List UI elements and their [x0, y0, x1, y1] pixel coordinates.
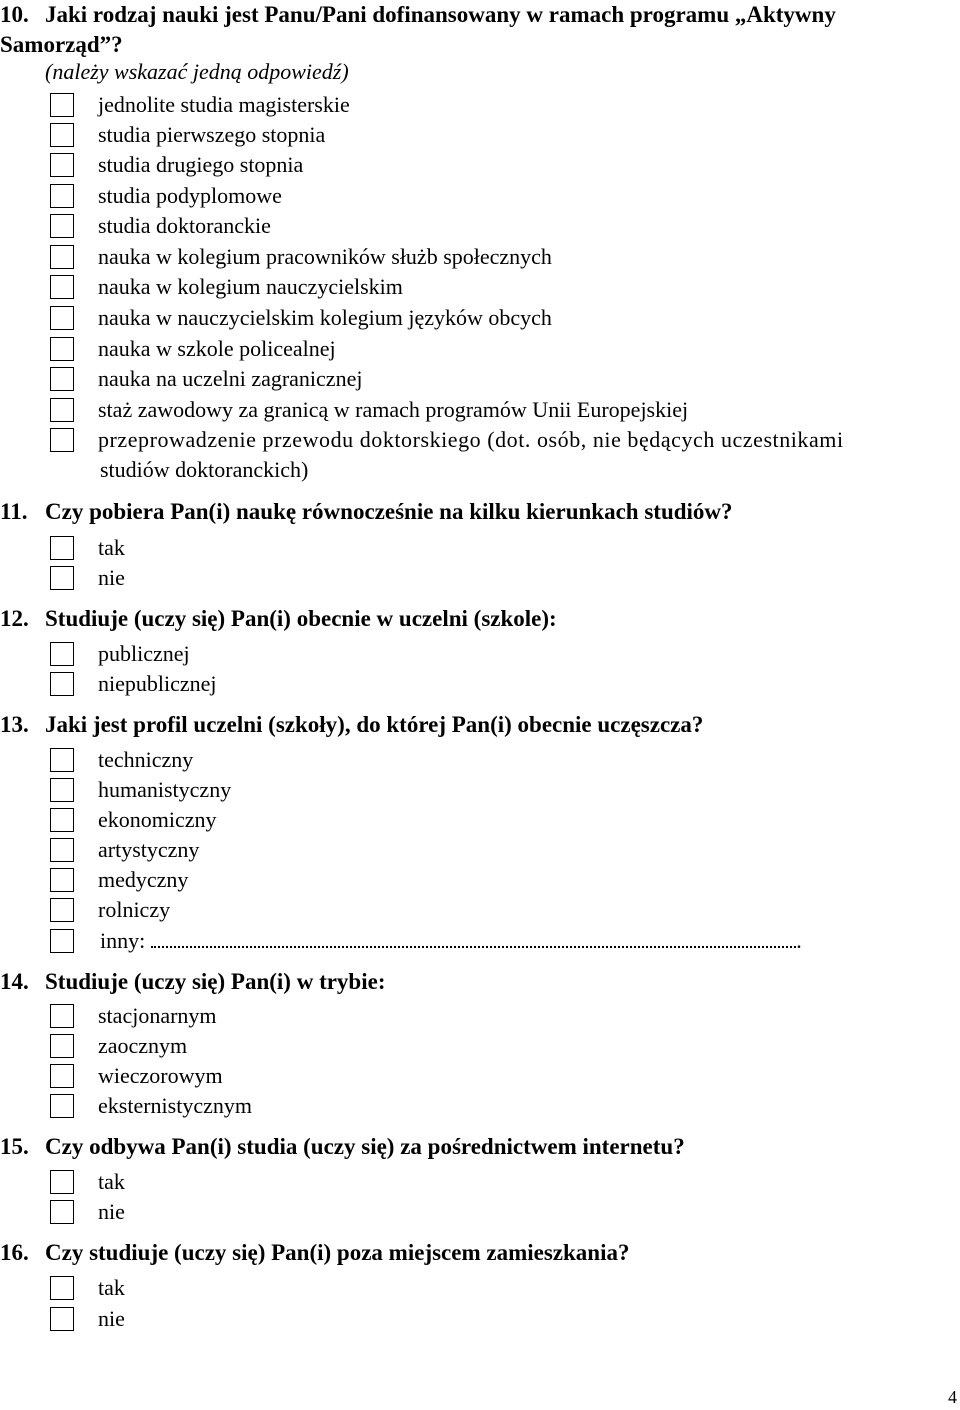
option-label: nauka w nauczycielskim kolegium języków obcych [98, 305, 552, 330]
option-label: studia doktoranckie [98, 213, 271, 238]
question-text: Czy studiuje (uczy się) Pan(i) poza miejscem zamieszkania? [45, 1240, 630, 1265]
question-text: Studiuje (uczy się) Pan(i) obecnie w uczelni (szkole): [45, 606, 557, 631]
option-label: studia podyplomowe [98, 183, 282, 208]
option-label: nie [98, 1306, 125, 1331]
question-16-title [0, 1238, 629, 1268]
option-label: jednolite studia magisterskie [98, 92, 350, 117]
checkbox[interactable] [50, 1307, 74, 1331]
checkbox[interactable] [50, 1200, 74, 1224]
option-row [0, 242, 960, 272]
checkbox[interactable] [50, 1094, 74, 1118]
option-label: artystyczny [98, 837, 200, 862]
checkbox[interactable] [50, 123, 74, 147]
option-row [0, 1304, 960, 1334]
option-row [0, 669, 960, 699]
checkbox[interactable] [50, 898, 74, 922]
checkbox[interactable] [50, 1276, 74, 1300]
checkbox[interactable] [50, 1170, 74, 1194]
checkbox[interactable] [50, 1034, 74, 1058]
option-label: studia pierwszego stopnia [98, 122, 326, 147]
checkbox[interactable] [50, 566, 74, 590]
question-10-title [0, 0, 950, 60]
question-number: 13. [0, 712, 29, 737]
option-row [0, 1031, 960, 1061]
option-row [0, 775, 960, 805]
checkbox[interactable] [50, 838, 74, 862]
question-text: Jaki rodzaj nauki jest Panu/Pani dofinansowany w ramach programu „Aktywny [45, 2, 836, 27]
question-11-title [0, 497, 733, 527]
checkbox[interactable] [50, 748, 74, 772]
option-label: nie [98, 1199, 125, 1224]
checkbox[interactable] [50, 536, 74, 560]
option-label: eksternistycznym [98, 1093, 252, 1118]
option-row [0, 1273, 960, 1303]
option-row [0, 805, 960, 835]
checkbox[interactable] [50, 868, 74, 892]
question-number: 12. [0, 606, 29, 631]
option-label: ekonomiczny [98, 807, 217, 832]
question-14-title [0, 967, 386, 997]
option-label: staż zawodowy za granicą w ramach programów Unii Europejskiej [98, 397, 689, 422]
option-row-other [0, 926, 960, 956]
question-13-title [0, 710, 703, 740]
option-label: nauka w kolegium nauczycielskim [98, 274, 403, 299]
checkbox[interactable] [50, 306, 74, 330]
question-text: Czy pobiera Pan(i) naukę równocześnie na kilku kierunkach studiów? [45, 499, 733, 524]
other-line-end: . [796, 928, 802, 953]
checkbox[interactable] [50, 153, 74, 177]
option-row [0, 90, 960, 120]
checkbox[interactable] [50, 275, 74, 299]
other-label: inny: [100, 928, 146, 953]
option-row [0, 639, 960, 669]
checkbox[interactable] [50, 1004, 74, 1028]
page-number: 4 [948, 1387, 957, 1407]
checkbox[interactable] [50, 642, 74, 666]
option-label: studia drugiego stopnia [98, 152, 304, 177]
checkbox[interactable] [50, 184, 74, 208]
option-row [0, 211, 960, 241]
option-row [0, 835, 960, 865]
option-label: rolniczy [98, 897, 171, 922]
option-row [0, 150, 960, 180]
other-option [100, 926, 802, 956]
option-row [0, 563, 960, 593]
option-row [0, 181, 960, 211]
option-row [0, 1197, 960, 1227]
option-label: humanistyczny [98, 777, 232, 802]
question-15-title [0, 1132, 685, 1162]
option-row [0, 334, 960, 364]
option-row [0, 745, 960, 775]
question-text: Studiuje (uczy się) Pan(i) w trybie: [45, 969, 386, 994]
option-row [0, 1061, 960, 1091]
option-label: medyczny [98, 867, 189, 892]
option-label: techniczny [98, 747, 194, 772]
checkbox[interactable] [50, 337, 74, 361]
checkbox[interactable] [50, 929, 74, 953]
question-number: 11. [0, 499, 28, 524]
option-label: tak [98, 1169, 125, 1194]
option-row [0, 1167, 960, 1197]
option-row [0, 1001, 960, 1031]
option-label: nauka w kolegium pracowników służb społecznych [98, 244, 552, 269]
option-label: przeprowadzenie przewodu doktorskiego (dot. osób, nie będących uczestnikami [98, 427, 844, 452]
option-row [0, 395, 960, 425]
question-text: Jaki jest profil uczelni (szkoły), do której Pan(i) obecnie uczęszcza? [45, 712, 704, 737]
checkbox[interactable] [50, 398, 74, 422]
option-label: zaocznym [98, 1033, 188, 1058]
option-row [0, 303, 960, 333]
checkbox[interactable] [50, 778, 74, 802]
checkbox[interactable] [50, 214, 74, 238]
option-label: stacjonarnym [98, 1003, 217, 1028]
option-row [0, 425, 960, 455]
answer-instruction: (należy wskazać jedną odpowiedź) [45, 59, 349, 84]
checkbox[interactable] [50, 428, 74, 452]
option-row [0, 272, 960, 302]
other-fill-in-line[interactable] [151, 928, 796, 948]
option-row [0, 865, 960, 895]
option-label: tak [98, 1275, 125, 1300]
question-number: 16. [0, 1240, 29, 1265]
option-row [0, 364, 960, 394]
option-row [0, 895, 960, 925]
option-label: wieczorowym [98, 1063, 223, 1088]
question-text: Czy odbywa Pan(i) studia (uczy się) za pośrednictwem internetu? [45, 1134, 685, 1159]
checkbox[interactable] [50, 245, 74, 269]
checkbox[interactable] [50, 93, 74, 117]
option-label: niepublicznej [98, 671, 217, 696]
option-label: nauka w szkole policealnej [98, 336, 336, 361]
option-row [0, 120, 960, 150]
checkbox[interactable] [50, 367, 74, 391]
option-row [0, 1091, 960, 1121]
option-label: publicznej [98, 641, 190, 666]
checkbox[interactable] [50, 1064, 74, 1088]
question-number: 14. [0, 969, 29, 994]
question-number: 10. [0, 2, 29, 27]
option-label: nie [98, 565, 125, 590]
option-label: tak [98, 535, 125, 560]
option-row [0, 533, 960, 563]
option-label: nauka na uczelni zagranicznej [98, 366, 363, 391]
option-label-continuation: studiów doktoranckich) [100, 457, 309, 482]
question-number: 15. [0, 1134, 29, 1159]
checkbox[interactable] [50, 808, 74, 832]
question-12-title [0, 604, 557, 634]
checkbox[interactable] [50, 672, 74, 696]
question-text-continuation: Samorząd”? [0, 32, 123, 57]
